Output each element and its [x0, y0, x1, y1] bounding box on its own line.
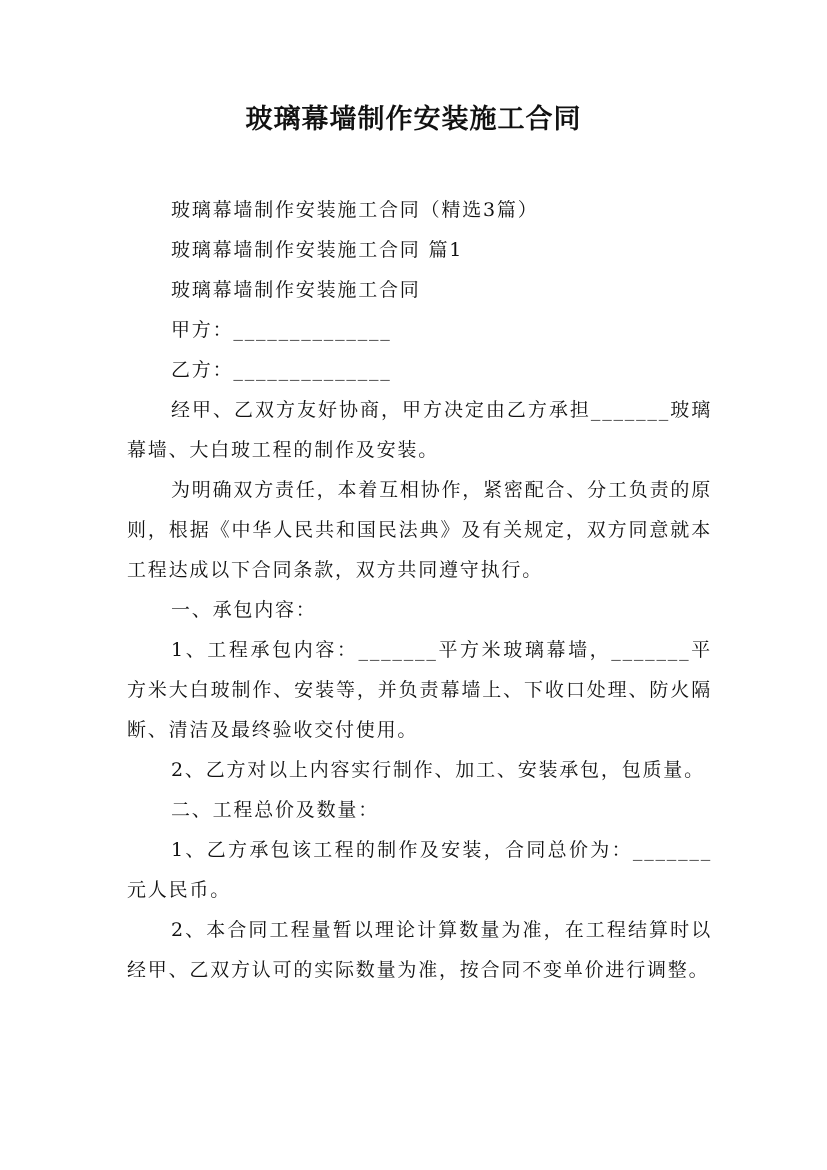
paragraph-subtitle: 玻璃幕墙制作安装施工合同（精选3篇） — [171, 199, 539, 221]
paragraph-responsibility: 为明确双方责任，本着互相协作，紧密配合、分工负责的原则，根据《中华人民共和国民法典》及有关规定，双方同意就本工程达成以下合同条款，双方共同遵守执行。 — [127, 479, 712, 581]
paragraph-party-a: 甲方：______________ — [171, 319, 392, 341]
paragraph-price-1: 1、乙方承包该工程的制作及安装，合同总价为：_______元人民币。 — [127, 839, 712, 901]
section-heading-price: 二、工程总价及数量： — [171, 799, 380, 821]
document-body — [127, 190, 712, 990]
paragraph-scope-2: 2、乙方对以上内容实行制作、加工、安装承包，包质量。 — [171, 759, 705, 781]
paragraph-price-2: 2、本合同工程量暂以理论计算数量为准，在工程结算时以经甲、乙双方认可的实际数量为准，按合同不变单价进行调整。 — [127, 919, 712, 981]
paragraph-negotiation: 经甲、乙双方友好协商，甲方决定由乙方承担_______玻璃幕墙、大白玻工程的制作及安装。 — [127, 399, 712, 461]
paragraph-contract-name: 玻璃幕墙制作安装施工合同 — [171, 279, 421, 301]
paragraph-scope-1: 1、工程承包内容：_______平方米玻璃幕墙，_______平方米大白玻制作、安装等，并负责幕墙上、下收口处理、防火隔断、清洁及最终验收交付使用。 — [127, 639, 712, 741]
document-title: 玻璃幕墙制作安装施工合同 — [245, 104, 582, 135]
paragraph-party-b: 乙方：______________ — [171, 359, 392, 381]
section-heading-scope: 一、承包内容： — [171, 599, 317, 621]
paragraph-article-heading: 玻璃幕墙制作安装施工合同 篇1 — [171, 239, 464, 261]
